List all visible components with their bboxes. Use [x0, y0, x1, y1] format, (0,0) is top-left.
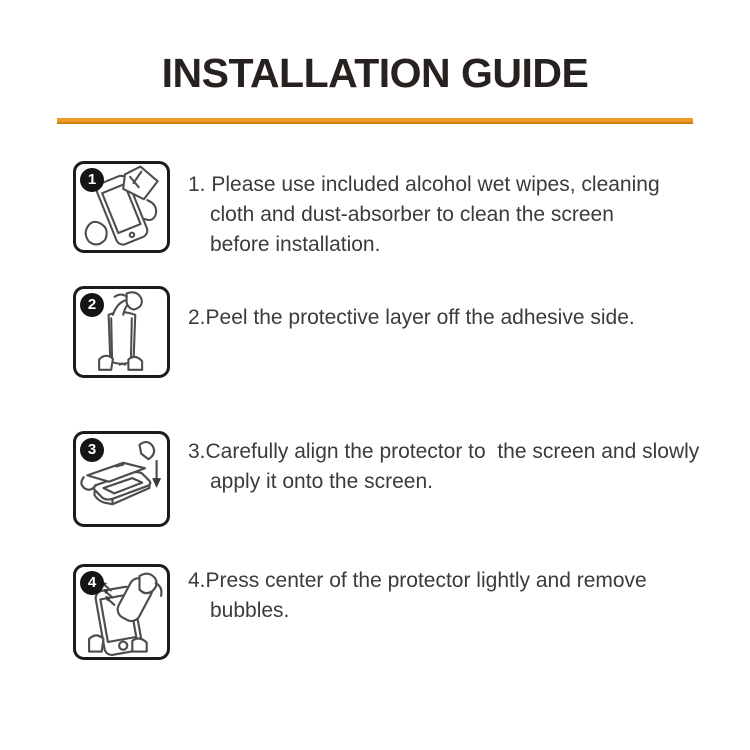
step-3-number-badge: 3	[80, 438, 104, 462]
step-2-line-1: 2.Peel the protective layer off the adhesive side.	[188, 306, 635, 329]
page-title: INSTALLATION GUIDE	[161, 50, 589, 96]
step-1-line-1: 1. Please use included alcohol wet wipes, cleaning	[188, 173, 660, 196]
step-4-number-badge: 4	[80, 571, 104, 595]
title-underline	[57, 118, 693, 124]
step-1-illustration-box	[73, 161, 170, 253]
step-4-line-1: 4.Press center of the protector lightly and remove	[188, 569, 647, 592]
step-3-line-2: apply it onto the screen.	[210, 470, 433, 493]
step-3-line-1: 3.Carefully align the protector to the screen and slowly	[188, 440, 700, 463]
step-2-text	[188, 303, 635, 333]
step-4-illustration-box	[73, 564, 170, 660]
step-1-line-2: cloth and dust-absorber to clean the screen	[210, 203, 614, 226]
step-3-text	[188, 437, 699, 497]
step-2-illustration-box	[73, 286, 170, 378]
step-1-number-badge: 1	[80, 168, 104, 192]
step-1-text	[188, 170, 660, 260]
step-3-illustration-box	[73, 431, 170, 527]
step-4-line-2: bubbles.	[210, 599, 290, 622]
step-2-number-badge: 2	[80, 293, 104, 317]
step-4-text	[188, 566, 647, 626]
step-1-line-3: before installation.	[210, 233, 381, 256]
